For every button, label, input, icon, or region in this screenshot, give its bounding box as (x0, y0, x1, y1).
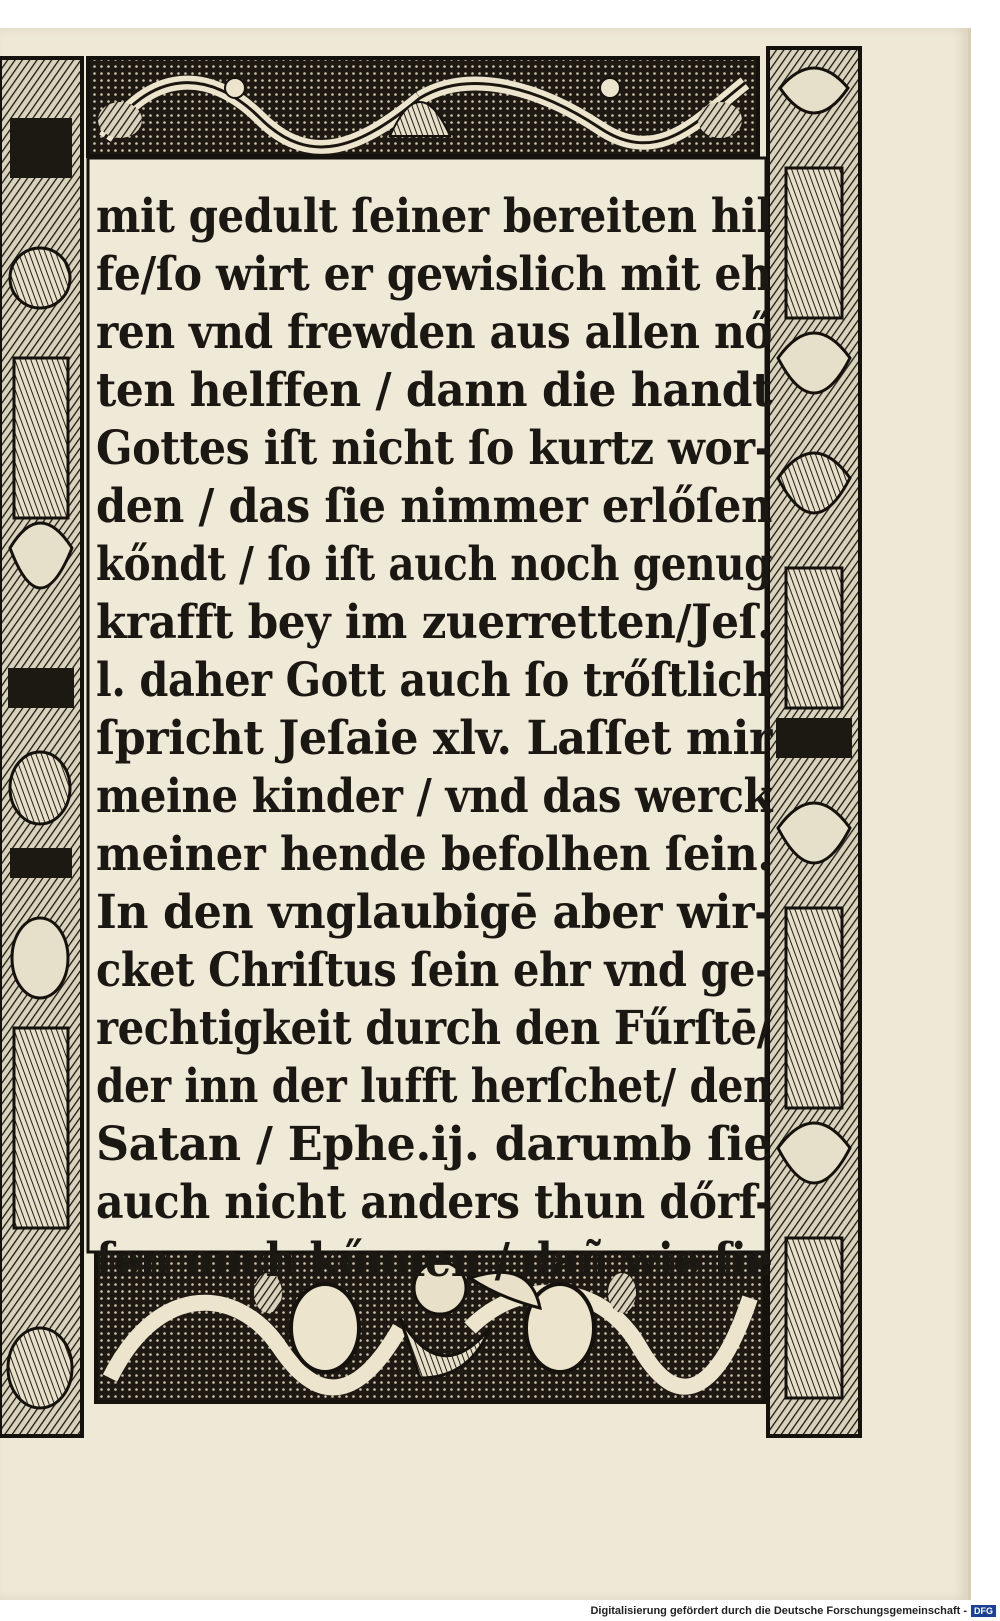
text-line: den / das ſie nimmer erlőſen (96, 479, 772, 534)
book-page (0, 28, 971, 1600)
credit-text: Digitalisierung gefördert durch die Deutsche Forschungsgemeinschaft - (590, 1605, 967, 1617)
text-line: mit gedult ſeiner bereiten hil (96, 189, 772, 244)
text-line: meine kinder / vnd das werck (96, 769, 773, 824)
text-line: fen noch kőnnen / dañ wie ſie (96, 1233, 773, 1288)
ornamental-woodcut-top-icon (88, 58, 758, 156)
text-line: rechtigkeit durch den Fűrſtē/ (96, 1001, 772, 1056)
text-line: l. daher Gott auch ſo trőſtlich (96, 653, 772, 708)
text-line: fe/ſo wirt er gewislich mit eh (96, 247, 772, 302)
text-line: kőndt / ſo iſt auch noch genug (96, 537, 773, 592)
dfg-logo-icon: DFG (971, 1605, 996, 1617)
text-line: ren vnd frewden aus allen nő (96, 305, 773, 360)
text-line: In den vnglaubigē aber wir- (96, 885, 772, 940)
text-line: krafft bey im zuerretten/Jeſ. (96, 595, 772, 650)
digitization-credit (590, 1605, 996, 1617)
text-line: cket Chriſtus ſein ehr vnd ge- (96, 943, 772, 998)
column-woodcut-icon (0, 58, 82, 1436)
page-text (96, 188, 784, 1308)
text-line: Satan / Ephe.ij. darumb ſie (96, 1117, 773, 1172)
text-line: ten helffen / dann die handt (96, 363, 772, 418)
text-line: Gottes iſt nicht ſo kurtz wor- (96, 421, 772, 476)
text-line: der inn der lufft herſchet/ den (96, 1059, 773, 1114)
text-line: ſpricht Jeſaie xlv. Laſſet mir (96, 711, 772, 766)
text-line: auch nicht anders thun dőrf- (96, 1175, 773, 1230)
text-line: meiner hende befolhen ſein. (96, 827, 772, 882)
